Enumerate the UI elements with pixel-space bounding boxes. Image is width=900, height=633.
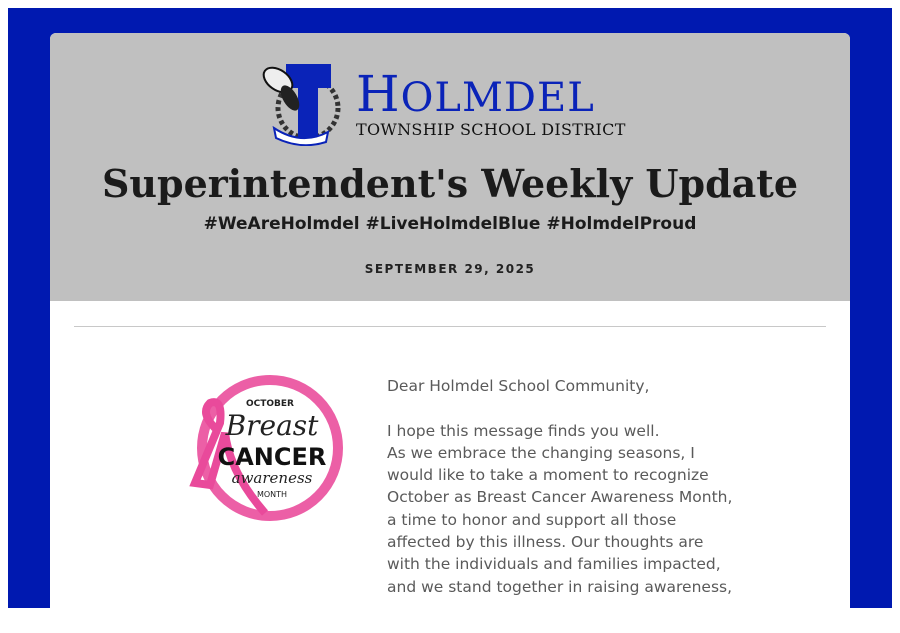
letter-greeting: Dear Holmdel School Community, [387, 377, 650, 395]
letter-line: I hope this message finds you well. [387, 421, 660, 440]
hornet-crest-icon [256, 58, 346, 146]
logo-subtitle: TOWNSHIP SCHOOL DISTRICT [356, 120, 626, 139]
logo-wordmark: HOLMDEL [356, 65, 595, 123]
svg-text:awareness: awareness [231, 469, 313, 487]
svg-text:CANCER: CANCER [217, 443, 327, 471]
hashtags: #WeAreHolmdel #LiveHolmdelBlue #HolmdelProud [203, 214, 697, 234]
divider [74, 326, 826, 327]
letter-line: As we embrace the changing seasons, I [387, 443, 695, 462]
letter-line: October as Breast Cancer Awareness Month, [387, 488, 733, 507]
letter-line: would like to take a moment to recognize [387, 466, 709, 485]
letter-line: a time to honor and support all those [387, 510, 677, 529]
newsletter-card [50, 33, 850, 633]
svg-text:MONTH: MONTH [256, 490, 288, 499]
newsletter-header [50, 33, 850, 301]
letter-body [387, 375, 757, 598]
pink-ribbon-icon [155, 373, 345, 523]
breast-cancer-awareness-graphic [155, 373, 345, 523]
letter-line: affected by this illness. Our thoughts are [387, 533, 704, 552]
letter-line: with the individuals and families impacted, [387, 555, 721, 574]
page-title: Superintendent's Weekly Update [101, 161, 799, 206]
svg-text:OCTOBER: OCTOBER [246, 399, 294, 409]
svg-text:Breast: Breast [225, 409, 319, 442]
district-logo [256, 58, 636, 146]
issue-date: SEPTEMBER 29, 2025 [364, 262, 536, 276]
letter-line: and we stand together in raising awareness, [387, 577, 733, 596]
